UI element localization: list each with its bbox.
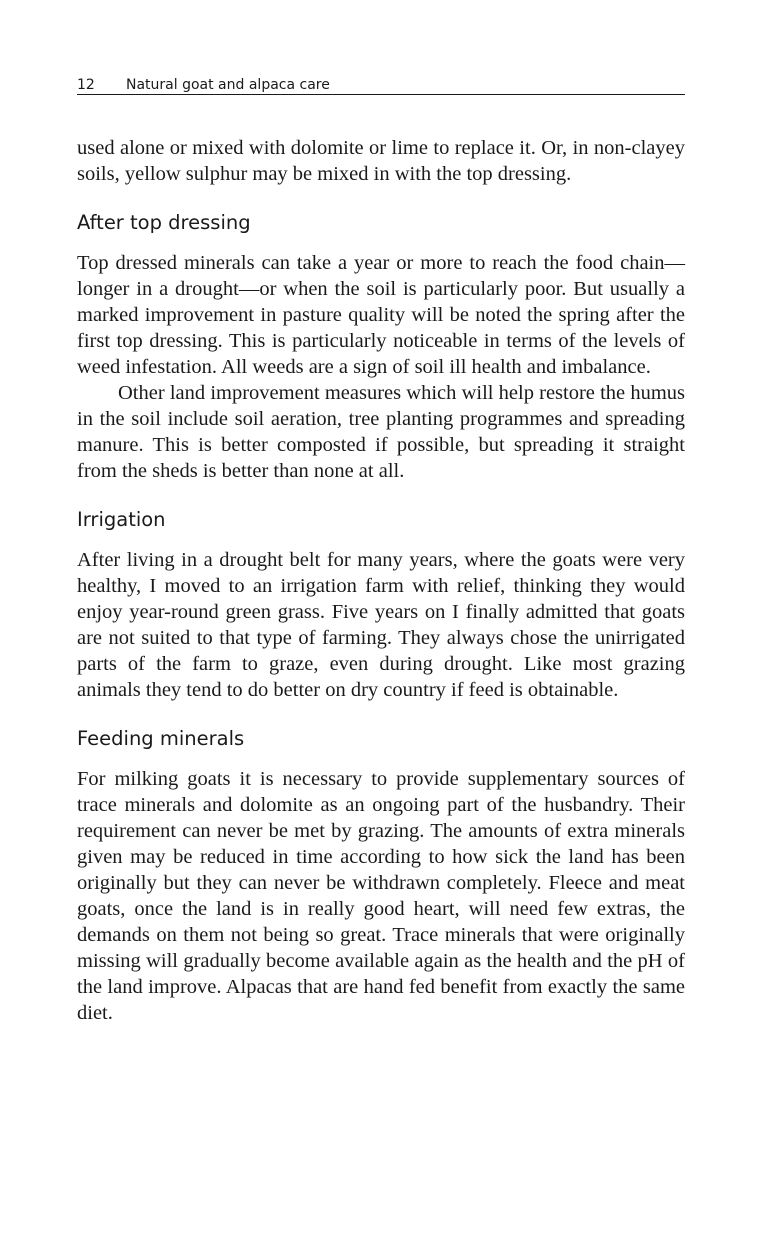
section-heading-after-top-dressing: After top dressing xyxy=(77,211,251,234)
paragraph: Top dressed minerals can take a year or more to reach the food chain—longer in a drought—or when the soil is particularly poor. But usually a marked improvement in pasture quality will be noted the spring after the first top dressing. This is particularly noticeable in terms of the levels of weed infestation. All weeds are a sign of soil ill health and imbalance. xyxy=(77,252,685,378)
section-heading-irrigation: Irrigation xyxy=(77,508,166,531)
body-text xyxy=(77,135,685,1026)
page-number: 12 xyxy=(77,77,95,93)
paragraph: For milking goats it is necessary to provide supplementary sources of trace minerals and dolomite as an ongoing part of the husbandry. Their requirement can never be met by grazing. The amounts of extra minerals given may be reduced in time according to how sick the land has been originally but they can never be withdrawn completely. Fleece and meat goats, once the land is in really good heart, will need few extras, the demands on them not being so great. Trace minerals that were originally missing will gradually become available again as the health and the pH of the land improve. Alpacas that are hand fed benefit from exactly the same diet. xyxy=(77,768,685,1024)
intro-paragraph: used alone or mixed with dolomite or lime to replace it. Or, in non-clayey soils, yellow sulphur may be mixed in with the top dressing. xyxy=(77,137,685,185)
section-heading-feeding-minerals: Feeding minerals xyxy=(77,727,245,750)
running-header xyxy=(77,76,685,95)
running-title: Natural goat and alpaca care xyxy=(126,77,330,93)
paragraph: After living in a drought belt for many years, where the goats were very healthy, I moved to an irrigation farm with relief, thinking they would enjoy year-round green grass. Five years on I finally admitted that goats are not suited to that type of farming. They always chose the unirrigated parts of the farm to graze, even during drought. Like most grazing animals they tend to do better on dry country if feed is obtainable. xyxy=(77,549,685,701)
paragraph: Other land improvement measures which will help restore the humus in the soil include soil aeration, tree planting programmes and spreading manure. This is better composted if possible, but spreading it straight from the sheds is better than none at all. xyxy=(77,382,685,482)
